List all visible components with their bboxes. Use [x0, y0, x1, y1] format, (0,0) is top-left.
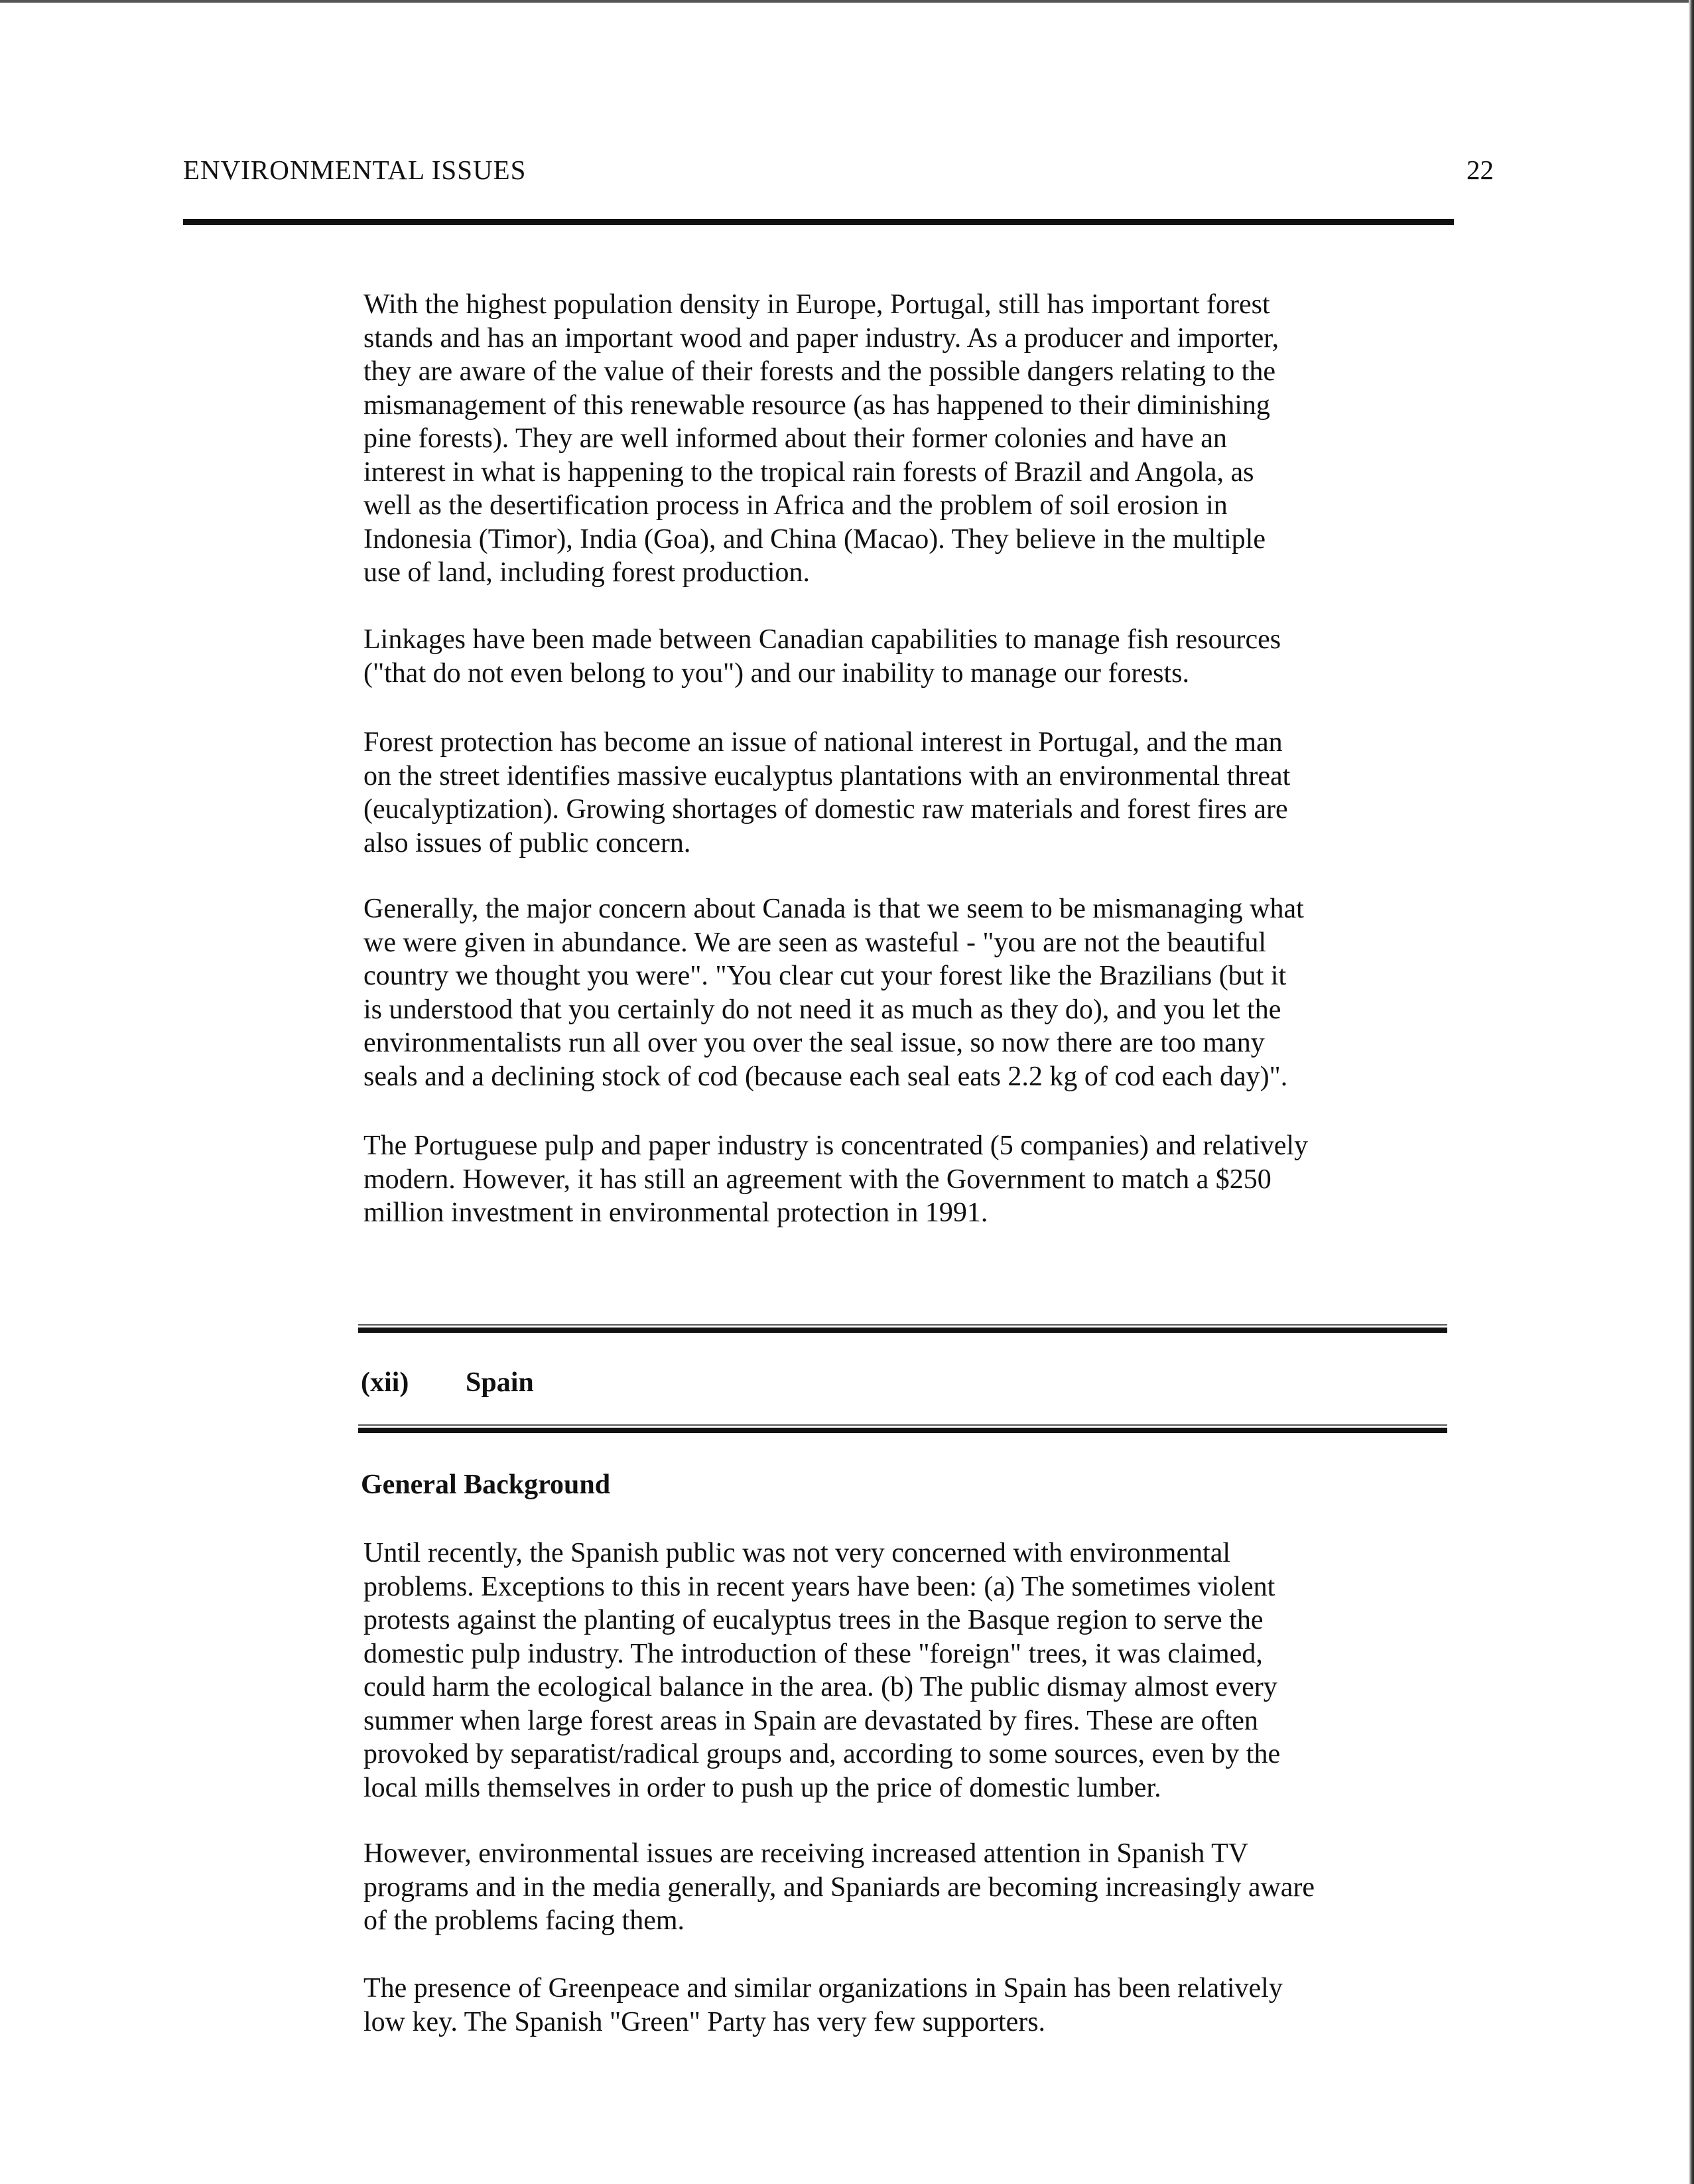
section-rule-top-shadow: [358, 1324, 1447, 1326]
paragraph-portugal-pulp-industry: The Portuguese pulp and paper industry is concentrated (5 companies) and relatively modern. However, it has still an agreement with the Government to match a $250 million investment in environmental protection in 1991.: [363, 1130, 1309, 1228]
section-number: (xii): [361, 1367, 409, 1398]
paragraph-spain-greenpeace: The presence of Greenpeace and similar organizations in Spain has been relatively low key. The Spanish "Green" Party has very few supporters.: [363, 1973, 1283, 2037]
paragraph-portugal-forest-protection: Forest protection has become an issue of national interest in Portugal, and the man on the street identifies massive eucalyptus plantations with an environmental threat (eucalyptization). Growing shortages of domestic raw materials and forest fires are also issues of public concern.: [363, 727, 1291, 858]
header-rule: [183, 219, 1454, 225]
header-title: ENVIRONMENTAL ISSUES: [183, 155, 527, 185]
scan-top-edge: [0, 0, 1694, 3]
section-rule-top: [358, 1328, 1447, 1333]
subheading-general-background: General Background: [361, 1469, 611, 1500]
paragraph-portugal-canada-concern: Generally, the major concern about Canada is that we seem to be mismanaging what we were given in abundance. We are seen as wasteful - "you are not the beautiful country we thought you were". "You clear cut your forest like the Brazilians (but it is understood that you certainly do not need it as much as they do), and you let the environmentalists run all over you over the seal issue, so now there are too many seals and a declining stock of cod (because each seal eats 2.2 kg of cod each day)".: [363, 894, 1304, 1092]
paragraph-portugal-linkages: Linkages have been made between Canadian capabilities to manage fish resources ("that do not even belong to you") and our inability to manage our forests.: [363, 624, 1281, 689]
section-title: Spain: [466, 1367, 534, 1398]
paragraph-portugal-density: With the highest population density in Europe, Portugal, still has important forest stands and has an important wood and paper industry. As a producer and importer, they are aware of the value of their forests and the possible dangers relating to the mismanagement of this renewable resource (as has happened to their diminishing pine forests). They are well informed about their former colonies and have an interest in what is happening to the tropical rain forests of Brazil and Angola, as well as the desertification process in Africa and the problem of soil erosion in Indonesia (Timor), India (Goa), and China (Macao). They believe in the multiple use of land, including forest production.: [363, 289, 1279, 588]
page-number: 22: [1466, 155, 1494, 185]
section-rule-bottom: [358, 1428, 1447, 1433]
paragraph-spain-media: However, environmental issues are receiving increased attention in Spanish TV programs and in the media generally, and Spaniards are becoming increasingly aware of the problems facing them.: [363, 1838, 1315, 1936]
scan-right-edge: [1689, 0, 1694, 2184]
running-header: [183, 154, 1494, 194]
section-rule-bottom-shadow: [358, 1424, 1447, 1426]
paragraph-spain-background: Until recently, the Spanish public was not very concerned with environmental problems. Exceptions to this in recent years have been: (a) The sometimes violent protests against the planting of eucalyptus trees in the Basque region to serve the domestic pulp industry. The introduction of these "foreign" trees, it was claimed, could harm the ecological balance in the area. (b) The public dismay almost every summer when large forest areas in Spain are devastated by fires. These are often provoked by separatist/radical groups and, according to some sources, even by the local mills themselves in order to push up the price of domestic lumber.: [363, 1538, 1281, 1803]
